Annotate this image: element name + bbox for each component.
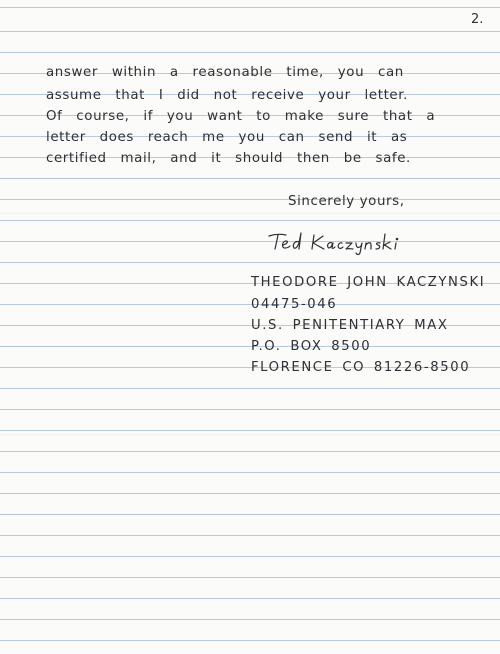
address-name: THEODORE JOHN KACZYNSKI bbox=[251, 275, 486, 290]
letter-body-line: certified mail, and it should then be safe. bbox=[46, 151, 411, 166]
letter-body-line: Of course, if you want to make sure that a bbox=[46, 109, 436, 124]
address-register-number: 04475-046 bbox=[251, 297, 338, 312]
paper-fold-upper bbox=[0, 213, 500, 215]
handwritten-signature bbox=[266, 228, 416, 256]
page-number: 2. bbox=[471, 12, 484, 27]
letter-body-line: letter does reach me you can send it as bbox=[46, 130, 408, 145]
address-institution: U.S. PENITENTIARY MAX bbox=[251, 318, 449, 333]
letter-closing: Sincerely yours, bbox=[288, 194, 405, 209]
address-po-box: P.O. BOX 8500 bbox=[251, 339, 372, 354]
letter-body-line: answer within a reasonable time, you can bbox=[46, 65, 404, 80]
letter-body-line: assume that I did not receive your letter. bbox=[46, 88, 408, 103]
paper-fold-lower bbox=[0, 434, 500, 436]
address-city-state-zip: FLORENCE CO 81226-8500 bbox=[251, 360, 471, 375]
